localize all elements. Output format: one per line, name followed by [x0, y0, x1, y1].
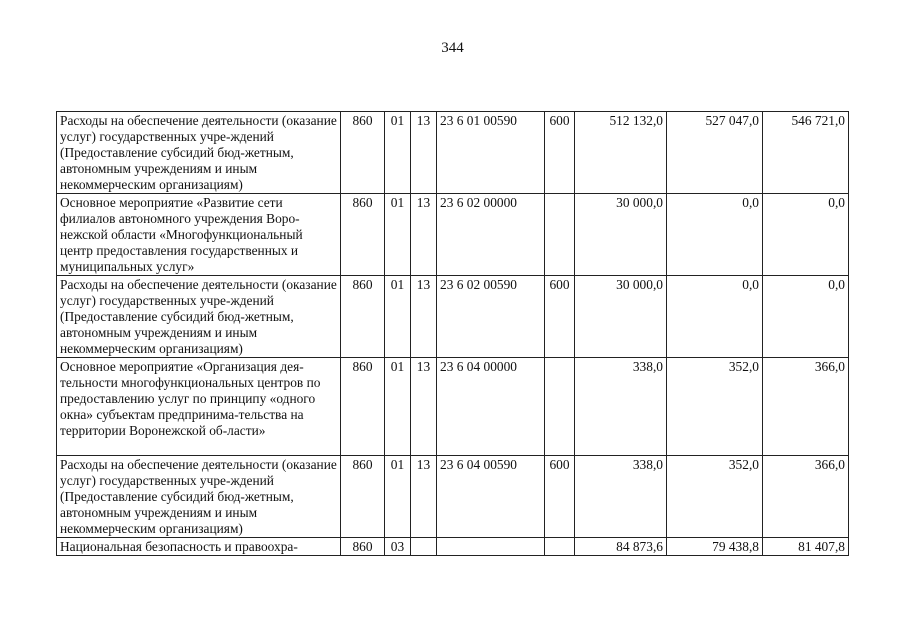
- table-row: [57, 456, 849, 538]
- row-section: 03: [385, 538, 411, 556]
- table-row: [57, 358, 849, 456]
- page-number: 344: [441, 40, 464, 56]
- row-grbs: 860: [341, 358, 385, 456]
- budget-table: [56, 111, 849, 556]
- row-amount-year2: 352,0: [667, 456, 763, 538]
- row-target-article: 23 6 01 00590: [437, 112, 545, 194]
- row-expense-type: [545, 194, 575, 276]
- row-amount-year3: 546 721,0: [763, 112, 849, 194]
- row-target-article: 23 6 04 00590: [437, 456, 545, 538]
- row-expense-type: [545, 538, 575, 556]
- row-expense-type: 600: [545, 112, 575, 194]
- row-grbs: 860: [341, 538, 385, 556]
- row-expense-type: 600: [545, 276, 575, 358]
- row-section: 01: [385, 194, 411, 276]
- row-subsection: 13: [411, 194, 437, 276]
- row-section: 01: [385, 456, 411, 538]
- row-section: 01: [385, 358, 411, 456]
- row-subsection: 13: [411, 456, 437, 538]
- row-amount-year1: 30 000,0: [575, 194, 667, 276]
- row-target-article: 23 6 02 00590: [437, 276, 545, 358]
- row-grbs: 860: [341, 194, 385, 276]
- row-name: Основное мероприятие «Развитие сети филиалов автономного учреждения Воро-нежской области «Многофункциональный центр предоставления государственных и муниципальных услуг»: [57, 194, 341, 276]
- row-amount-year3: 366,0: [763, 456, 849, 538]
- row-amount-year1: 512 132,0: [575, 112, 667, 194]
- row-subsection: 13: [411, 358, 437, 456]
- row-name: Расходы на обеспечение деятельности (оказание услуг) государственных учре-ждений (Предоставление субсидий бюд-жетным, автономным учреждениям и иным некоммерческим организациям): [57, 276, 341, 358]
- table-row: [57, 194, 849, 276]
- row-target-article: 23 6 04 00000: [437, 358, 545, 456]
- row-expense-type: [545, 358, 575, 456]
- row-amount-year1: 84 873,6: [575, 538, 667, 556]
- row-amount-year1: 338,0: [575, 358, 667, 456]
- row-name: Расходы на обеспечение деятельности (оказание услуг) государственных учре-ждений (Предоставление субсидий бюд-жетным, автономным учреждениям и иным некоммерческим организациям): [57, 456, 341, 538]
- row-section: 01: [385, 276, 411, 358]
- row-name-text: Национальная безопасность и правоохра-: [60, 539, 298, 554]
- row-amount-year1: 30 000,0: [575, 276, 667, 358]
- row-section: 01: [385, 112, 411, 194]
- row-amount-year3: 0,0: [763, 194, 849, 276]
- row-amount-year3: 0,0: [763, 276, 849, 358]
- row-grbs: 860: [341, 456, 385, 538]
- row-name: Расходы на обеспечение деятельности (оказание услуг) государственных учре-ждений (Предоставление субсидий бюд-жетным, автономным учреждениям и иным некоммерческим организациям): [57, 112, 341, 194]
- row-grbs: 860: [341, 276, 385, 358]
- row-subsection: 13: [411, 112, 437, 194]
- row-amount-year2: 79 438,8: [667, 538, 763, 556]
- table-row: [57, 112, 849, 194]
- row-grbs: 860: [341, 112, 385, 194]
- row-amount-year2: 0,0: [667, 194, 763, 276]
- row-subsection: [411, 538, 437, 556]
- row-target-article: 23 6 02 00000: [437, 194, 545, 276]
- row-amount-year2: 352,0: [667, 358, 763, 456]
- row-amount-year1: 338,0: [575, 456, 667, 538]
- row-amount-year2: 0,0: [667, 276, 763, 358]
- row-name: Основное мероприятие «Организация дея-тельности многофункциональных центров по предоставлению услуг по принципу «одного окна» субъектам предпринима-тельства на территории Воронежской об-ласти»: [57, 358, 341, 456]
- row-amount-year3: 366,0: [763, 358, 849, 456]
- row-expense-type: 600: [545, 456, 575, 538]
- row-amount-year3: 81 407,8: [763, 538, 849, 556]
- table-row: [57, 538, 849, 556]
- row-subsection: 13: [411, 276, 437, 358]
- row-amount-year2: 527 047,0: [667, 112, 763, 194]
- row-name: [57, 538, 341, 556]
- table-row: [57, 276, 849, 358]
- row-target-article: [437, 538, 545, 556]
